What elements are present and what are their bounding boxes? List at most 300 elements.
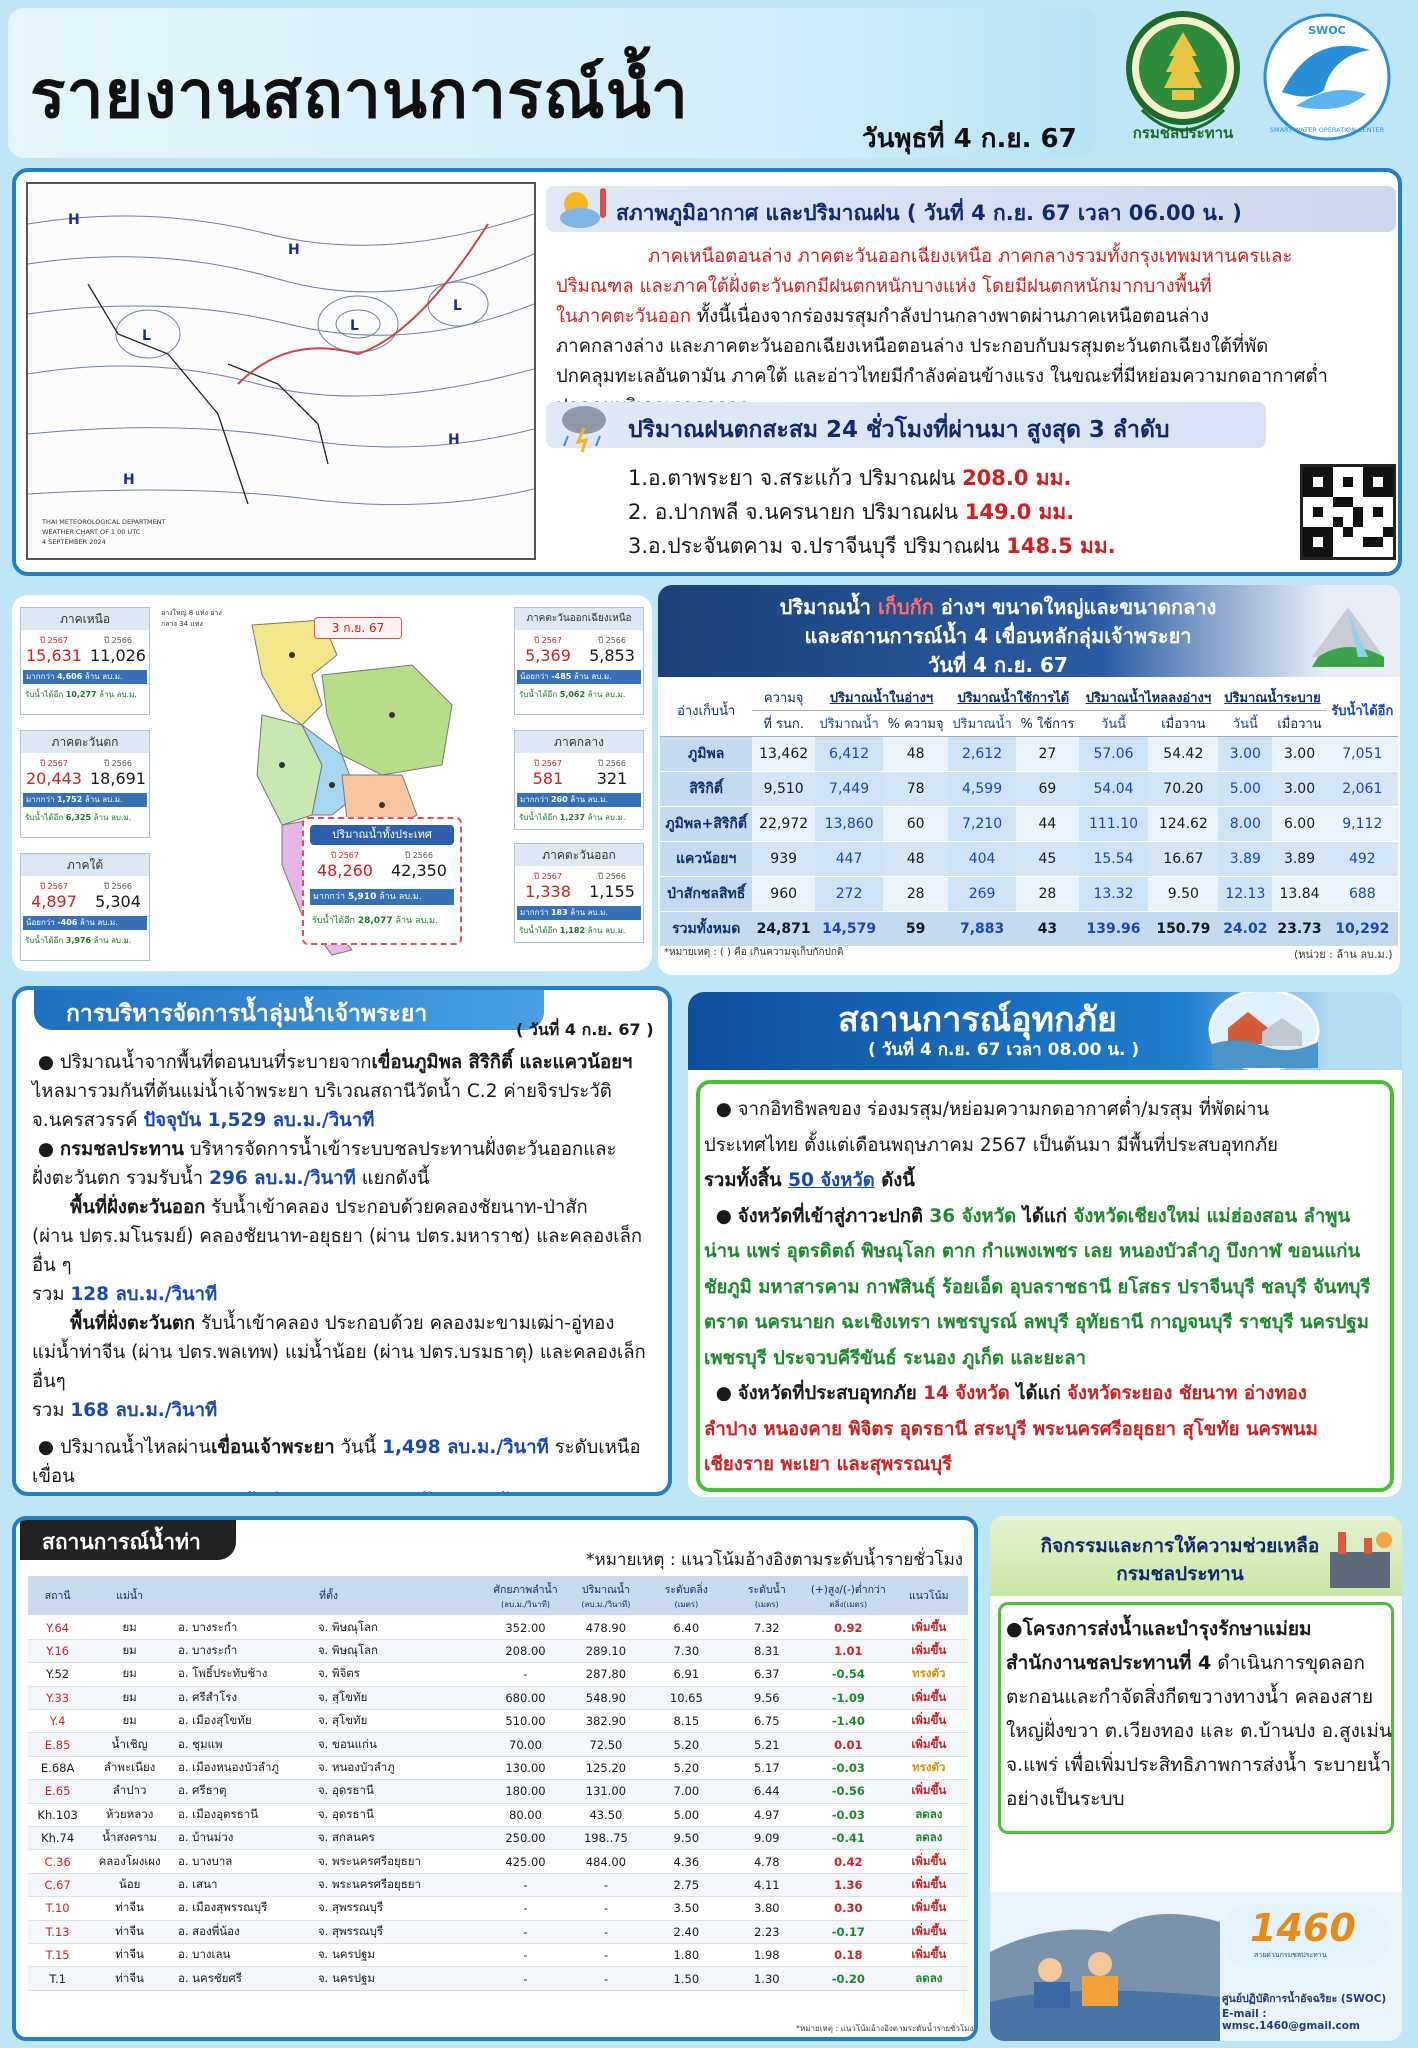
- diff-value: -406: [57, 918, 78, 927]
- diff-value: 5,910: [347, 892, 377, 902]
- region-difference: [23, 793, 147, 807]
- flood-recovered-list: ตราด นครนายก ฉะเชิงเทรา เพชรบูรณ์ ลพบุรี อุทัยธานี กาญจนบุรี ราชบุรี นครปฐม: [704, 1312, 1369, 1333]
- river-cell-bank: 8.15: [646, 1710, 726, 1733]
- river-cell-flow: -: [566, 1943, 646, 1966]
- river-cell-flow: -: [566, 1897, 646, 1920]
- dam-row: [660, 737, 1398, 772]
- year-label-current: ปี 2567: [534, 759, 562, 768]
- river-cell-trend: เพิ่มขึ้น: [890, 1710, 968, 1733]
- river-cell-river: ยม: [87, 1686, 172, 1709]
- flood-recovered-list: จังหวัดเชียงใหม่ แม่ฮ่องสอน ลำพูน: [1073, 1205, 1351, 1227]
- river-cell-bank: 5.20: [646, 1756, 726, 1779]
- river-cell-province: จ. อุดรธานี: [317, 1806, 374, 1821]
- regional-water-map-panel: [12, 595, 652, 971]
- river-cell-diff: -0.20: [807, 1967, 890, 1990]
- river-cell-flow: -: [566, 1920, 646, 1943]
- mgmt-text: รับน้ำเข้าคลอง ประกอบด้วย คลองมะขามเฒ่า-อู่ทอง: [195, 1313, 615, 1334]
- diff-label: มากกว่า: [26, 795, 55, 804]
- dam-cell-reservoir-name: รวมทั้งหมด: [660, 912, 752, 947]
- river-cell-province: จ. พิษณุโลก: [317, 1619, 379, 1634]
- year-label-current: ปี 2567: [534, 872, 562, 881]
- river-cell-diff: -0.41: [807, 1827, 890, 1850]
- col-station: สถานี: [28, 1576, 87, 1616]
- year-label-current: ปี 2567: [40, 759, 68, 768]
- river-cell-flow: -: [566, 1873, 646, 1896]
- rain-title: ปริมาณฝนตกสะสม 24 ชั่วโมงที่ผ่านมา สูงสุด 3 ลำดับ: [628, 417, 1170, 443]
- river-cell-province: จ. สุโขทัย: [317, 1689, 368, 1704]
- flood-text: ได้แก่: [1009, 1383, 1068, 1404]
- col-flow-unit: (ลบ.ม./วินาที): [581, 1599, 631, 1609]
- rain-rank-2-place: 2. อ.ปากพลี จ.นครนายก ปริมาณฝน: [628, 500, 965, 524]
- dam-cell-usable-volume: 404: [948, 842, 1016, 877]
- dam-cell-usable-percent: 69: [1016, 772, 1078, 807]
- dam-title-part: ปริมาณน้ำ: [779, 595, 871, 619]
- river-cell-flow: 382.90: [566, 1710, 646, 1733]
- region-value-2566: 11,026: [90, 646, 146, 665]
- dam-cell-outflow-today: 8.00: [1218, 807, 1272, 842]
- region-count: อ่างใหญ่ 8 แห่ง อ่างกลาง 34 แห่ง: [161, 609, 222, 628]
- dam-cell-usable-percent: 43: [1016, 912, 1078, 947]
- country-difference: [310, 889, 454, 905]
- diff-label: มากกว่า: [520, 908, 549, 917]
- dam-cell-capacity: 22,972: [752, 807, 815, 842]
- region-value-2566: 5,853: [589, 646, 635, 665]
- flood-recovered-list: น่าน แพร่ อุตรดิตถ์ พิษณุโลก ตาก กำแพงเพชร เลย หนองบัวลำภู บึงกาฬ ขอนแก่น: [704, 1241, 1361, 1262]
- col-diff: [807, 1576, 890, 1616]
- region-name: ภาคเหนือ: [21, 608, 149, 630]
- col-flow: [566, 1576, 646, 1616]
- river-cell-level: 1.30: [727, 1967, 807, 1990]
- dam-title-part: อ่างฯ ขนาดใหญ่และขนาดกลาง: [933, 595, 1217, 619]
- usable-value: 1,182: [559, 926, 586, 935]
- flood-recovered-list: เพชรบุรี ประจวบคีรีขันธ์ ระนอง ภูเก็ต และยะลา: [704, 1347, 1087, 1369]
- river-cell-flow: 125.20: [566, 1756, 646, 1779]
- col-flow-label: ปริมาณน้ำ: [581, 1583, 630, 1596]
- river-cell-province: จ. ขอนแก่น: [317, 1736, 377, 1751]
- river-cell-capacity: 510.00: [485, 1710, 565, 1733]
- flood-body: [704, 1092, 1386, 1483]
- dam-row: [660, 772, 1398, 807]
- mgmt-text: (ผ่าน ปตร.มโนรมย์) คลองชัยนาท-อยุธยา (ผ่าน ปตร.มหาราช) และคลองเล็กอื่น ๆ: [32, 1226, 643, 1276]
- dam-cell-usable-percent: 27: [1016, 737, 1078, 772]
- river-cell-diff: 1.36: [807, 1873, 890, 1896]
- river-cell-station: C.36: [28, 1850, 87, 1873]
- river-cell-bank: 5.20: [646, 1733, 726, 1756]
- usable-unit: ล้าน ลบ.ม.: [99, 690, 137, 699]
- river-cell-location: [172, 1850, 485, 1873]
- river-cell-flow: 43.50: [566, 1803, 646, 1826]
- flood-text: ดังนี้: [874, 1170, 915, 1191]
- mgmt-paragraph-4: [32, 1309, 664, 1425]
- river-cell-river: ยม: [87, 1663, 172, 1686]
- activity-panel: [990, 1516, 1402, 2041]
- river-cell-capacity: -: [485, 1873, 565, 1896]
- dam-note: *หมายเหตุ : ( ) คือ เกินความจุเก็บกักปกติ: [664, 947, 844, 958]
- river-cell-river: น้อย: [87, 1873, 172, 1896]
- river-cell-flow: 548.90: [566, 1686, 646, 1709]
- year-label-current: ปี 2567: [534, 636, 562, 645]
- col-in-reservoir: ปริมาณน้ำในอ่างฯ: [815, 685, 948, 711]
- col-diff-unit: ตลิ่ง(เมตร): [829, 1599, 868, 1609]
- river-cell-bank: 6.91: [646, 1663, 726, 1686]
- river-cell-capacity: -: [485, 1967, 565, 1990]
- river-cell-bank: 3.50: [646, 1897, 726, 1920]
- river-cell-station: C.67: [28, 1873, 87, 1896]
- activity-text: ใหญ่ฝั่งขวา ต.เวียงทอง และ ต.บ้านปง อ.สูงเม่น: [1006, 1720, 1392, 1742]
- year-label-previous: ปี 2566: [598, 872, 626, 881]
- river-cell-river: ยม: [87, 1710, 172, 1733]
- river-cell-level: 9.56: [727, 1686, 807, 1709]
- dam-cell-capacity: 939: [752, 842, 815, 877]
- dam-cell-outflow-yesterday: 23.73: [1272, 912, 1326, 947]
- river-cell-flow: -: [566, 1967, 646, 1990]
- river-cell-capacity: 80.00: [485, 1803, 565, 1826]
- hotline-subtitle: สายด่วนกรมชลประทาน: [1254, 1951, 1327, 1959]
- flood-affected-list: จังหวัดระยอง ชัยนาท อ่างทอง: [1067, 1383, 1307, 1404]
- col-level-unit: (เมตร): [754, 1599, 779, 1609]
- col-inflow-yesterday: เมื่อวาน: [1148, 711, 1218, 737]
- swoc-email[interactable]: E-mail : wmsc.1460@gmail.com: [1222, 2008, 1360, 2032]
- swoc-logo-text: SWOC: [1308, 24, 1346, 37]
- mgmt-date: ( วันที่ 4 ก.ย. 67 ): [516, 1020, 654, 1039]
- river-cell-province: จ. นครปฐม: [317, 1947, 375, 1962]
- region-value-2566: 5,304: [95, 892, 141, 911]
- dam-cell-outflow-yesterday: 6.00: [1272, 807, 1326, 842]
- river-cell-bank: 1.50: [646, 1967, 726, 1990]
- mgmt-text: รวม: [32, 1400, 71, 1421]
- dam-cell-reservoir-name: ภูมิพล+สิริกิติ์: [660, 807, 752, 842]
- river-cell-trend: ลดลง: [890, 1967, 968, 1990]
- river-cell-amphoe: อ. เมืองสุพรรณบุรี: [177, 1900, 268, 1915]
- river-cell-level: 8.31: [727, 1639, 807, 1662]
- dam-cell-capacity: 24,871: [752, 912, 815, 947]
- year-label-current: ปี 2567: [40, 882, 68, 891]
- region-value-2567: 15,631: [26, 646, 82, 665]
- river-row: [28, 1686, 968, 1709]
- region-usable: [519, 924, 625, 937]
- mgmt-text: วันนี้: [334, 1437, 383, 1458]
- svg-text:H: H: [68, 212, 80, 228]
- diff-unit: ล้าน ลบ.ม.: [573, 672, 612, 681]
- diff-label: มากกว่า: [520, 795, 549, 804]
- dam-cell-usable-percent: 44: [1016, 807, 1078, 842]
- svg-text:H: H: [448, 432, 460, 448]
- region-difference: [517, 906, 641, 920]
- rain-rank-1: [628, 462, 1071, 495]
- dam-cell-volume-percent: 60: [883, 807, 948, 842]
- col-capacity-left: รับน้ำได้อีก: [1327, 685, 1398, 737]
- dam-cell-inflow-yesterday: 54.42: [1148, 737, 1218, 772]
- river-cell-capacity: 680.00: [485, 1686, 565, 1709]
- river-row: [28, 1943, 968, 1966]
- dam-cell-usable-volume: 269: [948, 877, 1016, 912]
- svg-text:H: H: [288, 242, 300, 258]
- river-cell-diff: -1.40: [807, 1710, 890, 1733]
- mgmt-text: ไหลมารวมกันที่ต้นแม่น้ำเจ้าพระยา บริเวณสถานีวัดน้ำ C.2 ค่ายจิรประวัติ: [32, 1081, 612, 1102]
- mgmt-flow-value: [32, 1495, 608, 1496]
- river-table: [28, 1576, 968, 1991]
- activity-text: ตะกอนและกำจัดสิ่งกีดขวางทางน้ำ คลองสาย: [1006, 1686, 1374, 1708]
- col-in-volume: ปริมาณน้ำ: [815, 711, 883, 737]
- river-cell-bank: 1.80: [646, 1943, 726, 1966]
- river-cell-diff: -0.17: [807, 1920, 890, 1943]
- river-cell-diff: 0.18: [807, 1943, 890, 1966]
- col-water-level: [727, 1576, 807, 1616]
- region-name: ภาคกลาง: [515, 731, 643, 753]
- river-cell-diff: 0.30: [807, 1897, 890, 1920]
- svg-text:L: L: [350, 318, 359, 334]
- river-cell-river: คลองโผงเผง: [87, 1850, 172, 1873]
- region-difference: [517, 670, 641, 684]
- river-cell-location: [172, 1639, 485, 1662]
- river-row: [28, 1873, 968, 1896]
- country-total-box: [302, 817, 462, 945]
- hotline-badge[interactable]: [1220, 1904, 1392, 1968]
- river-cell-bank: 9.50: [646, 1827, 726, 1850]
- river-cell-river: ท่าจีน: [87, 1920, 172, 1943]
- usable-value: 10,277: [65, 690, 97, 699]
- dam-cell-inflow-yesterday: 150.79: [1148, 912, 1218, 947]
- year-label-previous: ปี 2566: [104, 759, 132, 768]
- country-total-label: ปริมาณน้ำทั้งประเทศ: [310, 825, 454, 845]
- col-river: แม่น้ำ: [87, 1576, 172, 1616]
- river-cell-trend: ลดลง: [890, 1827, 968, 1850]
- rain-rank-3-place: 3.อ.ประจันตคาม จ.ปราจีนบุรี ปริมาณฝน: [628, 534, 1007, 558]
- usable-unit: ล้าน ลบ.ม.: [93, 936, 132, 945]
- river-cell-diff: -0.03: [807, 1756, 890, 1779]
- mgmt-title: การบริหารจัดการน้ำลุ่มน้ำเจ้าพระยา: [66, 1001, 428, 1027]
- country-value-2567: 48,260: [317, 861, 373, 880]
- river-cell-amphoe: อ. ชุมแพ: [177, 1736, 223, 1751]
- mgmt-body: [32, 1048, 664, 1496]
- region-box-south: [20, 853, 150, 961]
- river-cell-location: [172, 1756, 485, 1779]
- col-bank-label: ระดับตลิ่ง: [664, 1583, 708, 1596]
- dam-cell-outflow-today: 5.00: [1218, 772, 1272, 807]
- weather-line-6: ปกคลุมทะเลอันดามัน ภาคใต้ และอ่าวไทยมีกำลังค่อนข้างแรง ในขณะที่มีหย่อมความกดอากาศต่ำ: [556, 366, 1328, 387]
- rid-logo: [1122, 10, 1244, 146]
- country-usable: [312, 913, 438, 927]
- col-inflow-today: วันนี้: [1079, 711, 1149, 737]
- river-cell-bank: 10.65: [646, 1686, 726, 1709]
- col-in-percent: % ความจุ: [883, 711, 948, 737]
- river-cell-amphoe: อ. บางเลน: [177, 1947, 231, 1962]
- river-cell-capacity: 208.00: [485, 1639, 565, 1662]
- diff-unit: ล้าน ลบ.ม.: [84, 795, 123, 804]
- dam-cell-outflow-yesterday: 3.00: [1272, 737, 1326, 772]
- river-cell-province: จ. พิจิตร: [317, 1666, 360, 1681]
- river-cell-river: ท่าจีน: [87, 1897, 172, 1920]
- dam-title-line-3: วันที่ 4 ก.ย. 67: [928, 653, 1068, 677]
- river-cell-location: [172, 1803, 485, 1826]
- dam-cell-volume: 447: [815, 842, 883, 877]
- col-trend: แนวโน้ม: [890, 1576, 968, 1616]
- col-location: ที่ตั้ง: [172, 1576, 485, 1616]
- report-date: วันพุธที่ 4 ก.ย. 67: [862, 124, 1077, 154]
- river-cell-diff: -0.54: [807, 1663, 890, 1686]
- river-cell-location: [172, 1873, 485, 1896]
- col-level-label: ระดับน้ำ: [747, 1583, 786, 1596]
- col-capacity: ความจุ: [752, 685, 815, 711]
- svg-text:L: L: [142, 328, 151, 344]
- dam-title-keep: เก็บกัก: [877, 595, 934, 619]
- year-label-previous: ปี 2566: [598, 759, 626, 768]
- col-channel-capacity: [485, 1576, 565, 1616]
- swoc-logo-ring-text: SMART WATER OPERATION CENTER: [1269, 126, 1385, 134]
- activity-text: ดำเนินการขุดลอก: [1211, 1652, 1366, 1674]
- col-capacity-label: ศักยภาพลำน้ำ: [493, 1583, 558, 1596]
- rain-cloud-icon: [556, 398, 614, 454]
- dam-cell-inflow-today: 111.10: [1079, 807, 1149, 842]
- usable-unit: ล้าน ลบ.ม.: [587, 926, 626, 935]
- usable-unit: ล้าน ลบ.ม.: [587, 813, 626, 822]
- region-value-2567: 4,897: [31, 892, 77, 911]
- region-name: ภาคใต้: [21, 854, 149, 876]
- region-box-northeast: [514, 607, 644, 715]
- river-cell-capacity: 70.00: [485, 1733, 565, 1756]
- dam-cell-usable-volume: 2,612: [948, 737, 1016, 772]
- river-cell-river: น้ำสงคราม: [87, 1827, 172, 1850]
- dam-cell-inflow-yesterday: 124.62: [1148, 807, 1218, 842]
- river-cell-bank: 5.00: [646, 1803, 726, 1826]
- region-difference: [517, 793, 641, 807]
- river-cell-trend: เพิ่มขึ้น: [890, 1639, 968, 1662]
- qr-code[interactable]: [1300, 464, 1396, 560]
- river-cell-amphoe: อ. เสนา: [177, 1876, 218, 1891]
- diff-label: มากกว่า: [26, 672, 55, 681]
- diff-value: 1,752: [56, 795, 83, 804]
- diff-unit: ล้าน ลบ.ม.: [570, 795, 608, 804]
- map-date-tag: 3 ก.ย. 67: [314, 617, 402, 639]
- flood-affected-list: เชียงราย พะเยา และสุพรรณบุรี: [704, 1454, 952, 1475]
- col-usable: ปริมาณน้ำใช้การได้: [948, 685, 1079, 711]
- col-diff-label: (+)สูง/(-)ต่ำกว่า: [810, 1583, 886, 1596]
- river-row: [28, 1850, 968, 1873]
- river-cell-flow: 287.80: [566, 1663, 646, 1686]
- usable-label: รับน้ำได้อีก: [25, 690, 64, 699]
- region-difference: [23, 670, 147, 684]
- river-cell-level: 5.21: [727, 1733, 807, 1756]
- flood-text: จากอิทธิพลของ ร่องมรสุม/หย่อมความกดอากาศต่ำ/มรสุม ที่พัดผ่าน: [737, 1099, 1270, 1120]
- dam-cell-inflow-today: 57.06: [1079, 737, 1149, 772]
- dam-cell-inflow-today: 54.04: [1079, 772, 1149, 807]
- mgmt-dam-name: [261, 1495, 359, 1496]
- river-cell-trend: เพิ่มขึ้น: [890, 1873, 968, 1896]
- usable-value: 5,062: [559, 690, 586, 699]
- river-cell-amphoe: อ. ศรีสำโรง: [177, 1689, 238, 1704]
- flood-affected-count: 14 จังหวัด: [923, 1383, 1010, 1404]
- flood-text: จังหวัดที่ประสบอุทกภัย: [737, 1383, 924, 1404]
- region-usable: [519, 811, 625, 824]
- river-cell-trend: ลดลง: [890, 1803, 968, 1826]
- diff-value: 4,606: [56, 672, 83, 681]
- year-label-current: ปี 2567: [40, 636, 68, 645]
- activity-project: โครงการส่งน้ำและบำรุงรักษาแม่ยม: [1022, 1618, 1312, 1640]
- country-value-2566: 42,350: [391, 861, 447, 880]
- river-cell-diff: 1.01: [807, 1639, 890, 1662]
- river-cell-capacity: 425.00: [485, 1850, 565, 1873]
- river-cell-capacity: 130.00: [485, 1756, 565, 1779]
- col-outflow-today: วันนี้: [1218, 711, 1272, 737]
- river-row: [28, 1897, 968, 1920]
- flood-recovered-list: ชัยภูมิ มหาสารคาม กาฬสินธุ์ ร้อยเอ็ด อุบลราชธานี ยโสธร ปราจีนบุรี ชลบุรี จันทบุรี: [704, 1276, 1371, 1298]
- river-cell-flow: 478.90: [566, 1616, 646, 1639]
- river-cell-level: 1.98: [727, 1943, 807, 1966]
- region-difference: [23, 916, 147, 930]
- river-cell-trend: ทรงตัว: [890, 1756, 968, 1779]
- region-value-2567: 5,369: [525, 646, 571, 665]
- river-row: [28, 1616, 968, 1639]
- river-cell-flow: 72.50: [566, 1733, 646, 1756]
- river-cell-amphoe: อ. สองพี่น้อง: [177, 1923, 240, 1938]
- mgmt-text: รับน้ำเข้าคลอง ประกอบด้วยคลองชัยนาท-ป่าสัก: [205, 1197, 588, 1218]
- river-cell-amphoe: อ. เมืองสุโขทัย: [177, 1713, 252, 1728]
- region-value-2566: 18,691: [90, 769, 146, 788]
- river-cell-level: 6.37: [727, 1663, 807, 1686]
- dam-cell-volume: 13,860: [815, 807, 883, 842]
- usable-label: รับน้ำได้อีก: [519, 690, 558, 699]
- dam-cell-volume-percent: 59: [883, 912, 948, 947]
- river-cell-location: [172, 1827, 485, 1850]
- diff-unit: ล้าน ลบ.ม.: [570, 908, 608, 917]
- mgmt-text: รวม: [32, 1284, 71, 1305]
- river-cell-location: [172, 1710, 485, 1733]
- dam-cell-reservoir-name: ภูมิพล: [660, 737, 752, 772]
- river-cell-flow: 289.10: [566, 1639, 646, 1662]
- dam-cell-usable-percent: 45: [1016, 842, 1078, 877]
- river-cell-river: ท่าจีน: [87, 1967, 172, 1990]
- river-cell-flow: 198..75: [566, 1827, 646, 1850]
- river-cell-river: น้ำเชิญ: [87, 1733, 172, 1756]
- dam-cell-volume: 7,449: [815, 772, 883, 807]
- river-cell-river: ยม: [87, 1616, 172, 1639]
- river-cell-river: ยม: [87, 1639, 172, 1662]
- weather-panel: [12, 168, 1402, 576]
- dam-table-panel: [658, 585, 1400, 975]
- river-row: [28, 1967, 968, 1990]
- river-cell-station: E.68A: [28, 1756, 87, 1779]
- river-row: [28, 1733, 968, 1756]
- dam-cell-inflow-yesterday: 9.50: [1148, 877, 1218, 912]
- flood-affected: ● จังหวัดที่ประสบอุทกภัย 14 จังหวัด ได้แก่ จังหวัดระยอง ชัยนาท อ่างทอง ลำปาง หนองคาย พิจิตร อุดรธานี สระบุรี พระนครศรีอยุธยา สุโขทัย นครพนม เชียงราย พะเยา และสุพรรณบุรี: [704, 1383, 1318, 1475]
- river-cell-station: Y.4: [28, 1710, 87, 1733]
- river-cell-province: จ. พิษณุโลก: [317, 1643, 379, 1658]
- usable-value: 1,237: [559, 813, 586, 822]
- rain-rank-3: [628, 530, 1116, 563]
- dam-cell-volume-percent: 48: [883, 842, 948, 877]
- page-title: รายงานสถานการณ์น้ำ: [30, 56, 689, 133]
- usable-value: 28,077: [357, 916, 393, 926]
- mgmt-east-label: พื้นที่ฝั่งตะวันออก: [70, 1197, 206, 1218]
- col-reservoir: อ่างเก็บน้ำ: [660, 685, 752, 737]
- col-bank-unit: (เมตร): [674, 1599, 699, 1609]
- mgmt-text: [359, 1495, 570, 1496]
- col-capacity-unit: (ลบ.ม./วินาที): [500, 1599, 550, 1609]
- river-cell-capacity: 250.00: [485, 1827, 565, 1850]
- svg-text:L: L: [453, 298, 462, 314]
- factory-icon: [1320, 1522, 1400, 1592]
- map-caption-3: 4 SEPTEMBER 2024: [42, 538, 106, 546]
- river-footnote: *หมายเหตุ : แนวโน้มอ้างอิงตามระดับน้ำรายชั่วโมง: [796, 2024, 974, 2033]
- dam-cell-capacity-left: 10,292: [1327, 912, 1398, 947]
- dam-cell-reservoir-name: ป่าสักชลสิทธิ์: [660, 877, 752, 912]
- flood-title: สถานการณ์อุทกภัย: [838, 1000, 1117, 1040]
- mgmt-text: ปริมาณน้ำไหลผ่าน: [59, 1437, 212, 1458]
- river-cell-amphoe: อ. เมืองอุดรธานี: [177, 1806, 259, 1821]
- river-cell-amphoe: อ. บ้านม่วง: [177, 1830, 234, 1845]
- river-cell-amphoe: อ. บางระกำ: [177, 1619, 238, 1634]
- activity-title: [1030, 1532, 1330, 1588]
